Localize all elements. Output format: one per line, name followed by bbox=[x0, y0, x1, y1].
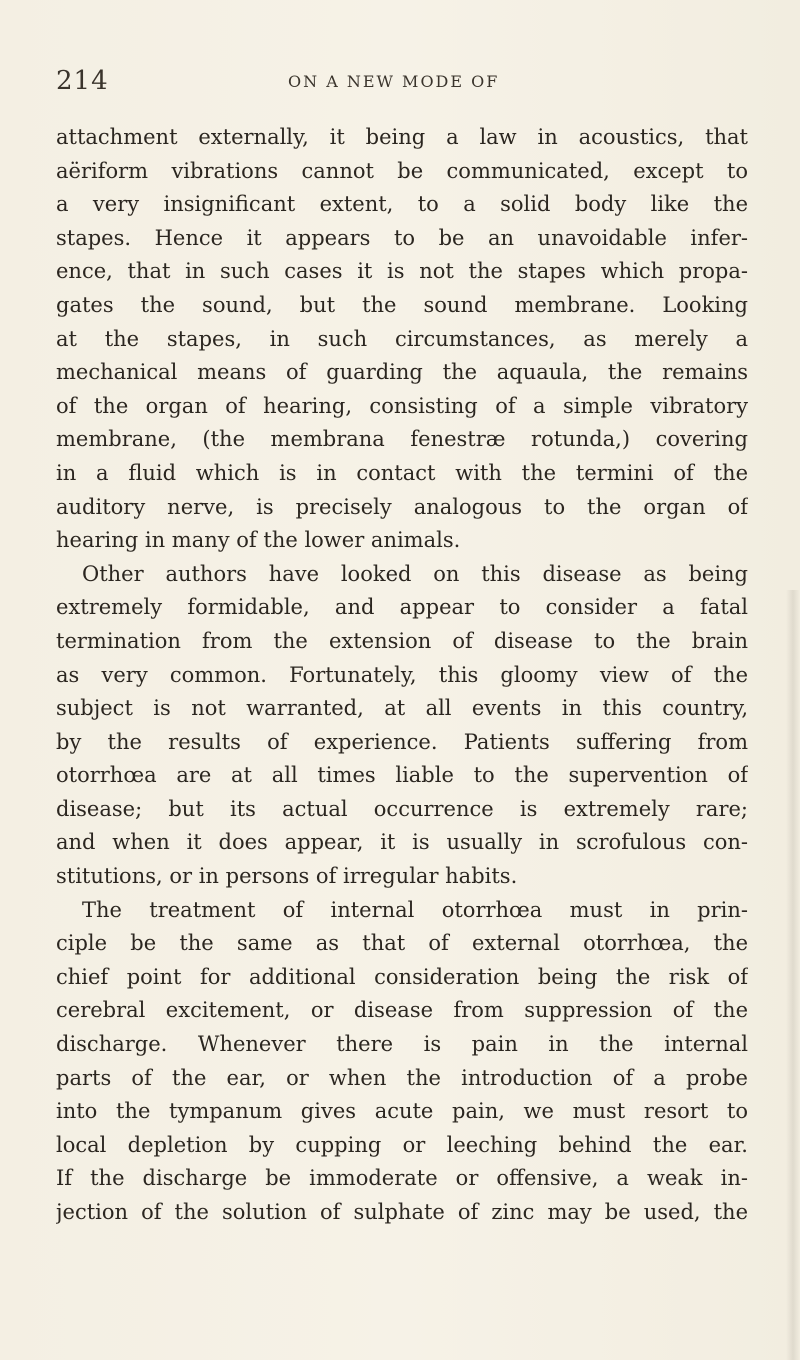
text-line: otorrhœa are at all times liable to the supervention of bbox=[56, 763, 748, 788]
text-line: hearing in many of the lower animals. bbox=[56, 528, 461, 553]
text-line: membrane, (the membrana fenestræ rotunda,) covering bbox=[56, 427, 748, 452]
text-line: aëriform vibrations cannot be communicated, except to bbox=[56, 158, 748, 183]
text-line: Other authors have looked on this disease as being bbox=[82, 561, 748, 586]
page-header bbox=[56, 66, 746, 100]
page-number: 214 bbox=[56, 66, 109, 96]
text-line: extremely formidable, and appear to consider a fatal bbox=[56, 595, 748, 620]
text-line: by the results of experience. Patients suffering from bbox=[56, 729, 748, 754]
text-line: stapes. Hence it appears to be an unavoidable infer- bbox=[56, 225, 748, 250]
text-line: local depletion by cupping or leeching behind the ear. bbox=[56, 1132, 748, 1157]
text-line: at the stapes, in such circumstances, as merely a bbox=[56, 326, 748, 351]
text-line: into the tympanum gives acute pain, we must resort to bbox=[56, 1099, 748, 1124]
text-line: attachment externally, it being a law in acoustics, that bbox=[56, 125, 748, 149]
text-line: in a fluid which is in contact with the termini of the bbox=[56, 460, 748, 485]
text-line: subject is not warranted, at all events in this country, bbox=[56, 696, 748, 721]
text-line: gates the sound, but the sound membrane. Looking bbox=[56, 292, 748, 317]
page-edge-shadow bbox=[786, 590, 800, 1360]
text-line: parts of the ear, or when the introduction of a probe bbox=[56, 1065, 748, 1090]
text-line: cerebral excitement, or disease from suppression of the bbox=[56, 998, 748, 1023]
text-line: as very common. Fortunately, this gloomy view of the bbox=[56, 662, 748, 687]
text-line: ence, that in such cases it is not the stapes which propa- bbox=[56, 259, 748, 284]
text-line: ciple be the same as that of external otorrhœa, the bbox=[56, 931, 748, 956]
text-line: stitutions, or in persons of irregular habits. bbox=[56, 864, 518, 889]
text-line: The treatment of internal otorrhœa must in prin- bbox=[82, 897, 748, 922]
text-line: of the organ of hearing, consisting of a simple vibratory bbox=[56, 393, 748, 418]
text-line: disease; but its actual occurrence is extremely rare; bbox=[56, 796, 748, 821]
text-line: termination from the extension of disease to the brain bbox=[56, 628, 748, 653]
text-line: jection of the solution of sulphate of zinc may be used, the bbox=[56, 1200, 748, 1224]
body-text bbox=[56, 121, 748, 1230]
text-line: mechanical means of guarding the aquaula, the remains bbox=[56, 360, 748, 385]
text-line: auditory nerve, is precisely analogous to the organ of bbox=[56, 494, 748, 519]
text-line: If the discharge be immoderate or offensive, a weak in- bbox=[56, 1166, 748, 1191]
running-head: ON A NEW MODE OF bbox=[288, 72, 500, 91]
text-line: and when it does appear, it is usually in scrofulous con- bbox=[56, 830, 748, 855]
text-line: chief point for additional consideration being the risk of bbox=[56, 964, 748, 989]
text-line: a very insignificant extent, to a solid body like the bbox=[56, 192, 748, 217]
text-line: discharge. Whenever there is pain in the internal bbox=[56, 1032, 748, 1057]
